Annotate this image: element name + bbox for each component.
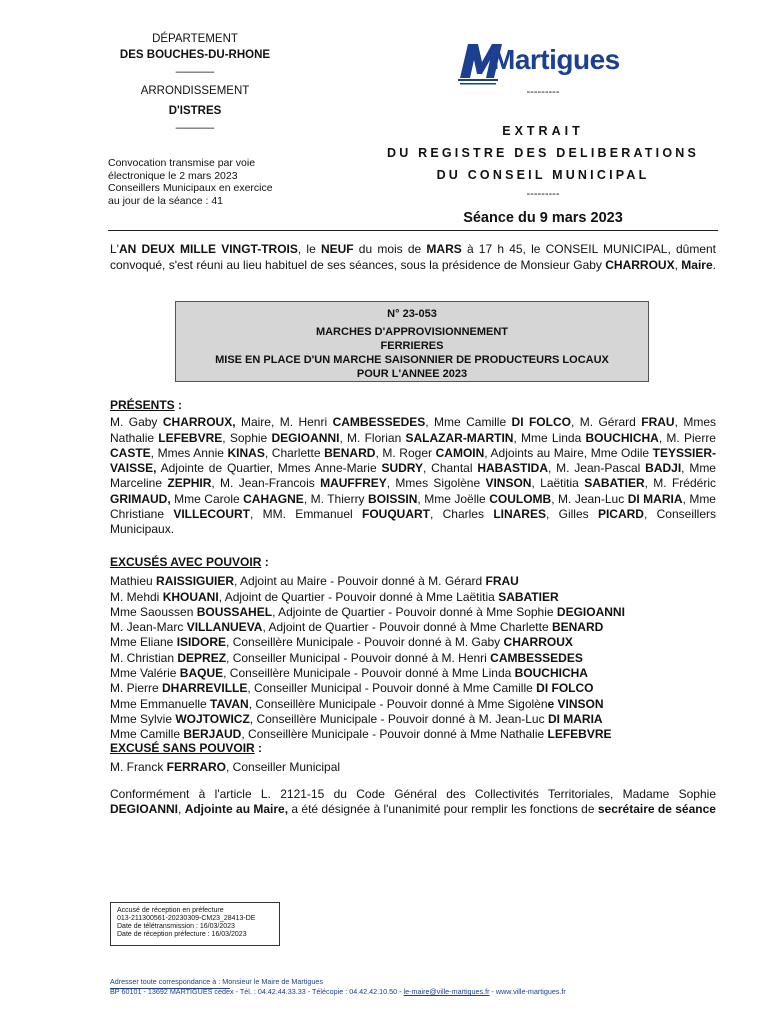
arrondissement-label: ARRONDISSEMENT [140,85,250,97]
text: BOISSIN [368,491,418,506]
list-item [110,760,716,775]
text: FOUQUART [361,507,430,522]
text: , Mme Christiane [110,491,716,522]
arrondissement-name: D'ISTRES [168,105,222,117]
text: : [254,741,263,755]
text: M. Christian [110,650,178,665]
separator: --------- [526,188,560,200]
text: , Conseillère Municipale - Pouvoir donné à Mme Nathalie [241,727,548,742]
text: CHARROUX, [162,415,236,430]
list-item [110,697,720,712]
department-name: DES BOUCHES-DU-RHONE [119,49,271,61]
deliberation-subject-box [175,301,649,382]
text: Mme Camille [110,727,184,742]
department-label: DÉPARTEMENT [152,33,238,45]
footer-divider [110,988,230,989]
text: , [674,257,682,272]
text: DI MARIA [547,711,603,726]
text: Mme Eliane [110,635,177,650]
text: BOUSSAHEL [196,604,273,619]
text: du mois de [353,242,427,256]
text: FERRARO [166,760,227,775]
text: M. Mehdi [110,589,163,604]
council-title: DU CONSEIL MUNICIPAL [436,168,650,182]
email-link[interactable]: le-maire@ville-martigues.fr [403,987,490,996]
excuse-sans-title: EXCUSÉ SANS POUVOIR [110,741,255,755]
text: BENARD [551,620,604,635]
text: , M. Frédéric [644,476,716,491]
list-item [110,712,720,727]
presents-section [110,398,716,538]
text: a été désignée à l'unanimité pour remplir les fonctions de [288,802,598,817]
martigues-logo [458,38,630,86]
convocation-line: au jour de la séance : 41 [108,194,223,207]
text: Mme Sylvie [110,711,176,726]
text: CHARROUX [503,635,573,650]
text: , M. Jean-Francois [211,476,321,491]
text: Mme Saoussen [110,604,197,619]
text: CAHAGNE [243,491,304,506]
list-item [110,590,720,605]
deliberation-number: N° 23-053 [387,308,437,320]
text: Conformément à l'article L. 2121-15 du Code Général des Collectivités Territoriales, Madame Sophie [110,787,716,801]
text: , Chantal [423,461,478,476]
text: , Adjoint de Quartier - Pouvoir donné à Mme Laëtitia [218,589,499,604]
text: , Mmes Nathalie [110,415,717,445]
stamp-line: 013-211300561-20230309-CM23_28413-DE [117,915,256,922]
text: VILLANUEVA [186,620,263,635]
text: FRAU [485,574,519,589]
text: VINSON [485,476,532,491]
text: BAQUE [179,666,224,681]
text: à 17 h 45, le CONSEIL MUNICIPAL, dûment convoqué, s'est réuni au lieu habituel de ses séances, sous la présidence de Monsieur Gaby [110,242,717,272]
text: , Adjoint de Quartier - Pouvoir donné à Mme Charlette [262,620,552,635]
text: : [174,398,183,412]
text: , M. Roger [375,445,436,460]
text: CAMOIN [435,445,485,460]
text: Maire, M. Henri [235,415,333,430]
prefecture-receipt-stamp [110,902,280,946]
text: L' [110,242,119,256]
stamp-line: Date de télétransmission : 16/03/2023 [117,923,235,930]
list-item [110,574,720,589]
presents-list [110,415,716,537]
list-item [110,651,720,666]
list-item [110,620,720,635]
text: SABATIER [498,589,559,604]
secretary-paragraph [110,787,716,818]
text: , [178,802,185,817]
text: , MM. Emmanuel [250,507,362,522]
text: , Adjoints au Maire, Mme Odile [484,445,653,460]
text: , M. Thierry [303,491,369,506]
footer-correspondence: Adresser toute correspondance à : Monsieur le Maire de Martigues [110,977,323,986]
register-header [365,86,721,226]
list-item [110,666,720,681]
text: DI FOLCO [536,681,594,696]
text: , Mme Marceline [110,461,716,491]
text: : [261,555,269,569]
text: M. Franck [110,760,167,775]
text: KHOUANI [162,589,219,604]
text: SUDRY [381,461,424,476]
subject-line: POUR L'ANNEE 2023 [356,368,468,380]
text: , Conseillère Municipale - Pouvoir donné à Mme Linda [223,666,515,681]
text: , Conseillers Municipaux. [110,507,716,537]
separator: ______ [175,117,215,129]
extract-title: EXTRAIT [502,124,584,138]
text: , Conseiller Municipal [226,760,341,775]
text: LEFEBVRE [158,430,223,445]
text: Mme Valérie [110,666,180,681]
excuse-sans-section [110,741,716,776]
text: Mathieu [110,574,157,589]
text: , Conseiller Municipal - Pouvoir donné à Mme Camille [247,681,537,696]
logo-separator: --------- [526,86,560,98]
text: , Mmes Sigolène [386,476,486,491]
convocation-line: Conseillers Municipaux en exercice [108,182,273,194]
presents-title: PRÉSENTS [110,398,175,412]
department-header [95,32,295,128]
text: TAVAN [210,696,249,711]
text: BOUCHICHA [585,430,659,445]
text: M. Pierre [110,681,163,696]
text: KINAS [227,445,265,460]
text: , Conseillère Municipale - Pouvoir donné à Mme Sigolèn [248,696,548,711]
text: , M. Jean-Luc [551,491,628,506]
text: DI MARIA [627,491,683,506]
text: ISIDORE [176,635,227,650]
text: BERJAUD [183,727,242,742]
text: , Laëtitia [531,476,585,491]
convocation-line: électronique le 2 mars 2023 [108,169,238,182]
session-date: Séance du 9 mars 2023 [463,210,623,226]
intro-paragraph [110,242,716,273]
convocation-line: Convocation transmise par voie [108,157,256,169]
text: HABASTIDA [477,461,549,476]
text: , Mme Joëlle [417,491,490,506]
text: CAMBESSEDES [490,650,583,665]
text: Adjointe au Maire, [184,802,289,817]
convocation-info [108,157,308,207]
text: Mme Emmanuelle [110,696,211,711]
text: DHARREVILLE [162,681,248,696]
text: FRAU [641,415,675,430]
text: VILLECOURT [173,507,251,522]
text: DEPREZ [177,650,227,665]
text: , Sophie [222,430,272,445]
text: , Charles [429,507,494,522]
text: , Gilles [545,507,598,522]
text: GRIMAUD, [110,491,171,506]
text: LEFEBVRE [547,727,612,742]
text: ZEPHIR [167,476,212,491]
text: CAMBESSEDES [332,415,426,430]
text: CASTE [110,445,151,460]
text: DEGIOANNI [271,430,340,445]
text: BENARD [324,445,376,460]
text: COULOMB [489,491,552,506]
text: RAISSIGUIER [156,574,235,589]
text: e VINSON [547,696,604,711]
text: TEYSSIER-VAISSE, [110,445,716,476]
text: PICARD [597,507,644,522]
text: SABATIER [584,476,645,491]
list-item [110,635,720,650]
stamp-line: Date de réception préfecture : 16/03/2023 [117,931,247,938]
text: AN DEUX MILLE VINGT-TROIS [118,242,298,256]
excuses-title: EXCUSÉS AVEC POUVOIR [110,555,262,569]
text: , Charlette [264,445,325,460]
text: LINARES [493,507,546,522]
text: NEUF [320,242,354,256]
footer [110,977,730,997]
text: , M. Pierre [658,430,716,445]
text: , Mmes Annie [150,445,228,460]
excuses-list [110,574,720,742]
text: DEGIOANNI [110,802,179,817]
register-title: DU REGISTRE DES DELIBERATIONS [386,146,700,160]
divider [108,230,718,231]
text: . [712,257,716,272]
text: Adjointe de Quartier, Mmes Anne-Marie [156,461,382,476]
text: , M. Florian [339,430,406,445]
text: , le [297,242,321,256]
text: , Adjointe de Quartier - Pouvoir donné à Mme Sophie [272,604,557,619]
subject-line: FERRIERES [380,340,444,352]
separator: ______ [175,61,215,73]
text: , Conseillère Municipale - Pouvoir donné à M. Gaby [226,635,504,650]
text: BP 60101 - 13692 MARTIGUES cedex - Tél. : 04.42.44.33.33 - Télécopie : 04.42.42.10.50 - [110,987,404,996]
stamp-line: Accusé de réception en préfecture [117,907,224,914]
text: , Conseiller Municipal - Pouvoir donné à M. Henri [226,650,491,665]
text: M. Gaby [110,415,163,430]
text: , Mme Camille [425,415,512,430]
text: , Adjoint au Maire - Pouvoir donné à M. Gérard [234,574,486,589]
text: , M. Gérard [570,415,642,430]
text: CHARROUX [605,257,675,272]
text: secrétaire de séance [597,802,716,817]
text: DI FOLCO [511,415,571,430]
text: DEGIOANNI [556,604,625,619]
text: , Conseillère Municipale - Pouvoir donné à M. Jean-Luc [249,711,548,726]
logo-text: Martigues [492,44,620,75]
text: BOUCHICHA [514,666,588,681]
text: Maire [681,257,713,272]
list-item [110,681,720,696]
excuses-section [110,555,720,743]
text: , M. Jean-Pascal [548,461,646,476]
text: - www.ville-martigues.fr [489,987,566,996]
text: MARS [426,242,462,256]
subject-line: MARCHES D'APPROVISIONNEMENT [315,326,509,338]
subject-line: MISE EN PLACE D'UN MARCHE SAISONNIER DE PRODUCTEURS LOCAUX [215,354,609,366]
text: , Mme Linda [513,430,586,445]
text: BADJI [645,461,682,476]
list-item [110,605,720,620]
text: MAUFFREY [320,476,387,491]
text: M. Jean-Marc [110,620,187,635]
text: WOJTOWICZ [175,711,250,726]
text: Mme Carole [170,491,244,506]
text: SALAZAR-MARTIN [405,430,514,445]
